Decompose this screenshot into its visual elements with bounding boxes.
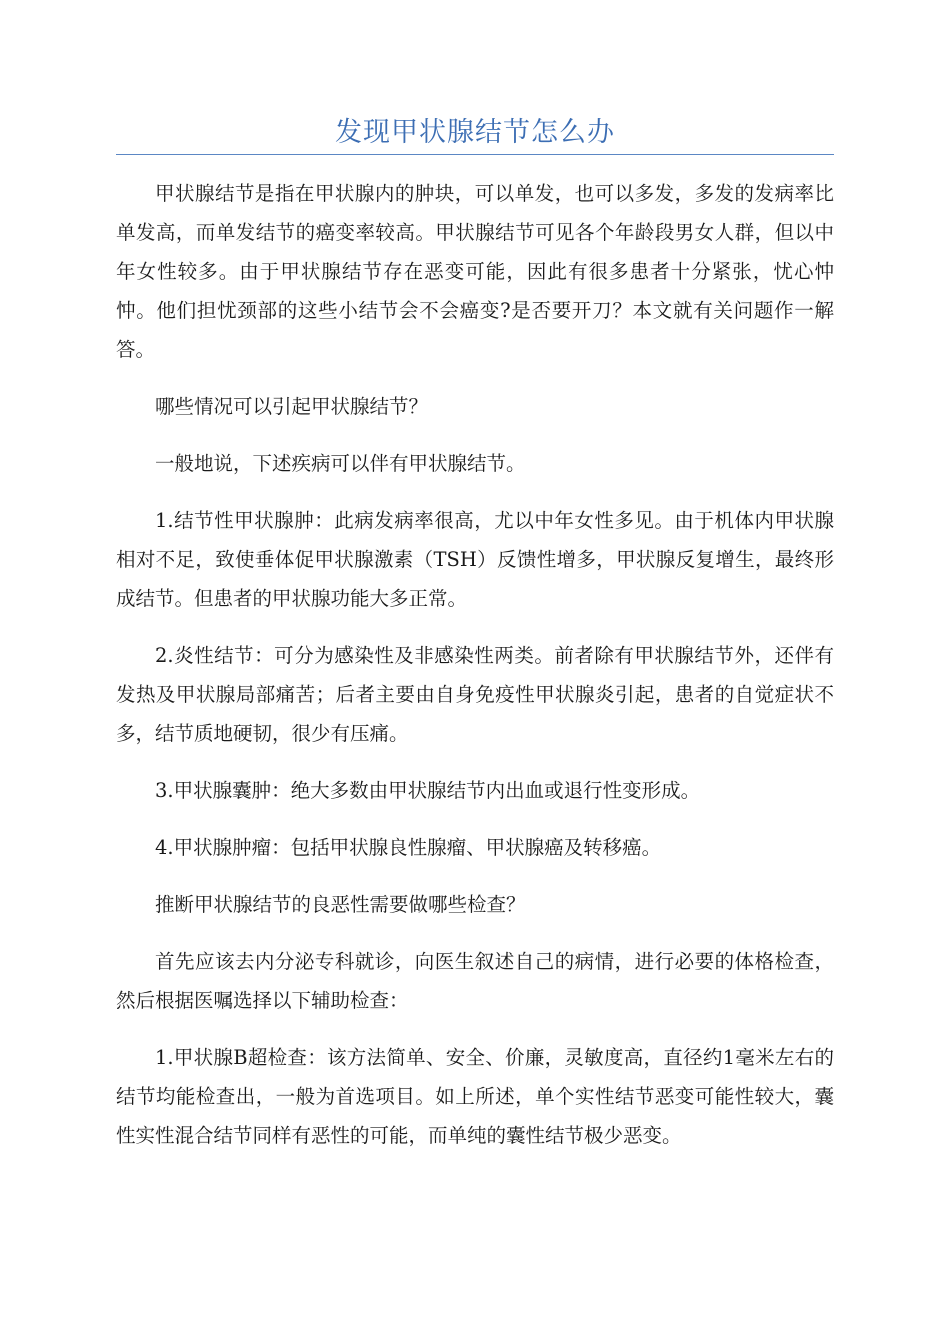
document-page: [116, 0, 834, 1173]
section-question-exams: 推断甲状腺结节的良恶性需要做哪些检查？: [155, 893, 526, 916]
cause-item-4: 4.甲状腺肿瘤：包括甲状腺良性腺瘤、甲状腺癌及转移癌。: [155, 836, 662, 859]
cause-item-3: 3.甲状腺囊肿：绝大多数由甲状腺结节内出血或退行性变形成。: [155, 779, 701, 802]
document-title: 发现甲状腺结节怎么办: [335, 117, 615, 148]
exams-intro-paragraph: 首先应该去内分泌专科就诊，向医生叙述自己的病情，进行必要的体格检查，然后根据医嘱选择以下辅助检查：: [116, 950, 834, 1012]
exam-item-1: 1.甲状腺B超检查：该方法简单、安全、价廉，灵敏度高，直径约1毫米左右的结节均能检查出，一般为首选项目。如上所述，单个实性结节恶变可能性较大，囊性实性混合结节同样有恶性的可能，而单纯的囊性结节极少恶变。: [116, 1046, 834, 1147]
title-underline: [116, 154, 834, 155]
intro-paragraph: 甲状腺结节是指在甲状腺内的肿块，可以单发，也可以多发，多发的发病率比单发高，而单发结节的癌变率较高。甲状腺结节可见各个年龄段男女人群，但以中年女性较多。由于甲状腺结节存在恶变可能，因此有很多患者十分紧张，忧心忡忡。他们担忧颈部的这些小结节会不会癌变?是否要开刀？本文就有关问题作一解答。: [116, 182, 834, 361]
document-body: [116, 174, 834, 1155]
cause-item-1: 1.结节性甲状腺肿：此病发病率很高，尤以中年女性多见。由于机体内甲状腺相对不足，致使垂体促甲状腺激素（TSH）反馈性增多，甲状腺反复增生，最终形成结节。但患者的甲状腺功能大多正常。: [116, 509, 834, 610]
cause-item-2: 2.炎性结节：可分为感染性及非感染性两类。前者除有甲状腺结节外，还伴有发热及甲状腺局部痛苦；后者主要由自身免疫性甲状腺炎引起，患者的自觉症状不多，结节质地硬韧，很少有压痛。: [116, 644, 834, 745]
causes-intro-paragraph: 一般地说，下述疾病可以伴有甲状腺结节。: [155, 452, 526, 475]
section-question-causes: 哪些情况可以引起甲状腺结节？: [155, 395, 429, 418]
